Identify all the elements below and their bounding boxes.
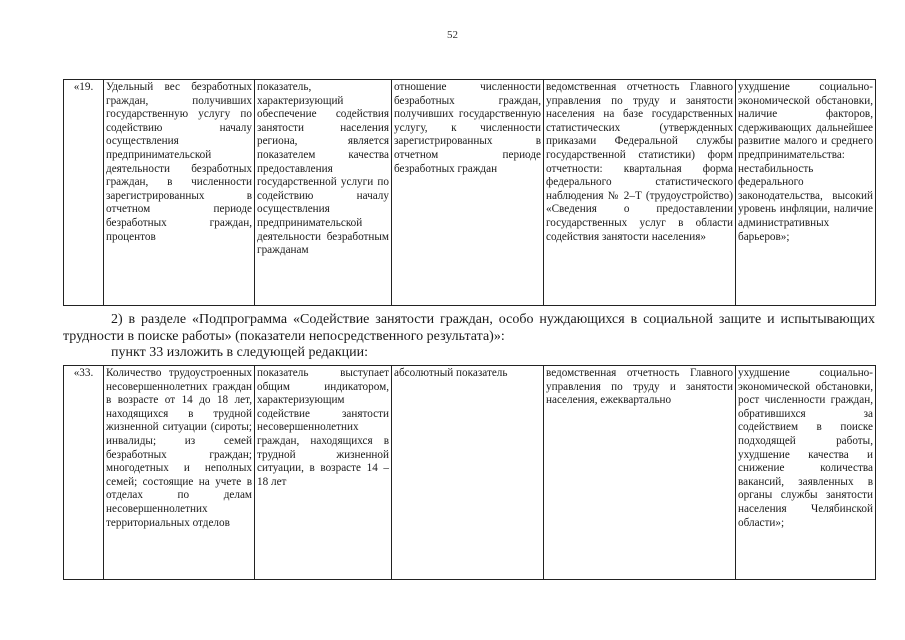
amendment-paragraph: 2) в разделе «Подпрограмма «Содействие занятости граждан, особо нуждающихся в социальной защите и испытывающих трудности в поиске работы» (показатели непосредственного результата)»:	[63, 312, 875, 344]
data-source-cell: ведомственная отчетность Главного управления по труду и занятости населения на базе государственных статистических (утвержденных приказами Федеральной службы государственной статистики) форм отчетности: квартальная форма федерального статистического наблюдения № 2–Т (трудоустройство) «Сведения о предоставлении государственных услуг в области содействия занятости населения»	[544, 80, 736, 306]
indicator-type-cell: показатель выступает общим индикатором, характеризующим содействие занятости несовершеннолетних граждан, находящихся в трудной жизненной ситуации, в возрасте 14 – 18 лет	[255, 366, 392, 580]
indicator-table-row-19	[63, 79, 876, 306]
risks-cell: ухудшение социально-экономической обстановки, наличие факторов, сдерживающих дальнейшее развитие малого и среднего предпринимательства: нестабильность федерального законодательства, высокий уровень инфляции, наличие административных барьеров»;	[736, 80, 876, 306]
indicator-name-cell: Количество трудоустроенных несовершеннолетних граждан в возрасте от 14 до 18 лет, находящихся в трудной жизненной ситуации (сироты; инвалиды; из семей безработных граждан; многодетных и неполных семей; состоящие на учете в отделах по делам несовершеннолетних территориальных отделов	[104, 366, 255, 580]
row-number: «33.	[64, 366, 104, 580]
indicator-name-cell: Удельный вес безработных граждан, получивших государственную услугу по содействию началу осуществления предпринимательской деятельности безработных граждан, в численности зарегистрированных в отчетном периоде безработных граждан, процентов	[104, 80, 255, 306]
calculation-method-cell: отношение численности безработных граждан, получивших государственную услугу, к численности зарегистрированных в отчетном периоде безработных граждан	[392, 80, 544, 306]
indicator-type-cell: показатель, характеризующий обеспечение содействия занятости населения региона, является показателем качества предоставления государственной услуги по содействию началу осуществления предпринимательской деятельности безработным гражданам	[255, 80, 392, 306]
table-row	[64, 80, 876, 306]
table-row	[64, 366, 876, 580]
indicator-table-row-33	[63, 365, 876, 580]
calculation-method-cell: абсолютный показатель	[392, 366, 544, 580]
row-number: «19.	[64, 80, 104, 306]
data-source-cell: ведомственная отчетность Главного управления по труду и занятости населения, ежеквартально	[544, 366, 736, 580]
page-number: 52	[447, 29, 458, 41]
risks-cell: ухудшение социально-экономической обстановки, рост численности граждан, обратившихся за содействием в поиске подходящей работы, ухудшение качества и снижение количества вакансий, заявленных в органы службы занятости населения Челябинской области»;	[736, 366, 876, 580]
amendment-instruction: пункт 33 изложить в следующей редакции:	[111, 345, 368, 360]
